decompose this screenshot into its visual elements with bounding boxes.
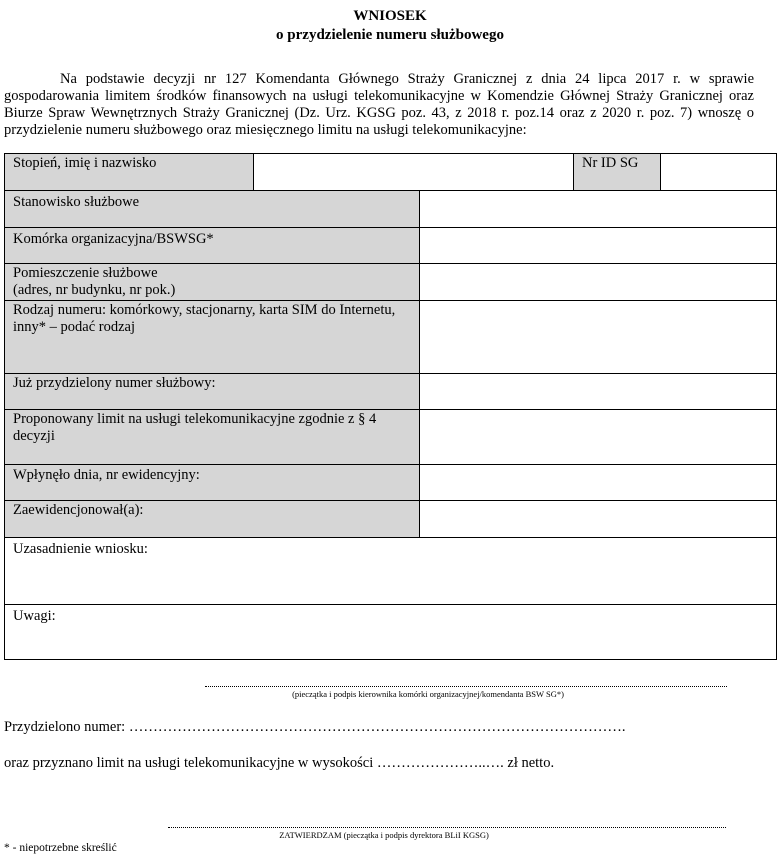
room-label — [5, 264, 420, 301]
room-label-line2: (adres, nr budynku, nr pok.) — [13, 282, 176, 298]
name-field[interactable] — [254, 154, 574, 191]
room-label-line1: Pomieszczenie służbowe — [13, 265, 158, 281]
id-field[interactable] — [661, 154, 777, 191]
signature-line-unit-head — [205, 686, 727, 687]
limit-granted-line: oraz przyznano limit na usługi telekomunikacyjne w wysokości …………………..…. zł netto. — [4, 755, 555, 771]
footnote: * - niepotrzebne skreślić — [4, 842, 117, 854]
document-title: WNIOSEK — [353, 8, 427, 24]
unit-label: Komórka organizacyjna/BSWSG* — [5, 228, 420, 264]
unit-field[interactable] — [420, 228, 777, 264]
room-field[interactable] — [420, 264, 777, 301]
signature-caption-unit-head: (pieczątka i podpis kierownika komórki organizacyjnej/komendanta BSW SG*) — [292, 689, 564, 699]
justification-label: Uzasadnienie wniosku: — [13, 541, 148, 557]
remarks-label: Uwagi: — [13, 608, 56, 624]
signature-line-director — [168, 827, 726, 828]
intro-paragraph: Na podstawie decyzji nr 127 Komendanta Głównego Straży Granicznej z dnia 24 lipca 2017 r. w sprawie gospodarowania limitem środków finansowych na usługi telekomunikacyjne w Komendzie Głównej Straży Granicznej oraz Biurze Spraw Wewnętrznych Straży Granicznej (Dz. Urz. KGSG poz. 43, z 2018 r. poz.14 oraz z 2020 r. poz. 7) wnoszę o przydzielenie numeru służbowego oraz miesięcznego limitu na usługi telekomunikacyjne: — [4, 71, 754, 138]
remarks-field[interactable] — [5, 605, 777, 660]
signature-caption-director: ZATWIERDZAM (pieczątka i podpis dyrektora BLiI KGSG) — [279, 830, 489, 840]
received-label: Wpłynęło dnia, nr ewidencyjny: — [5, 465, 420, 501]
assigned-number-field[interactable] — [420, 374, 777, 410]
received-field[interactable] — [420, 465, 777, 501]
number-type-field[interactable] — [420, 301, 777, 374]
limit-label: Proponowany limit na usługi telekomunikacyjne zgodnie z § 4 decyzji — [5, 410, 420, 465]
request-form-table — [4, 153, 777, 660]
document-subtitle: o przydzielenie numeru służbowego — [276, 27, 504, 43]
assigned-number-label: Już przydzielony numer służbowy: — [5, 374, 420, 410]
id-label: Nr ID SG — [574, 154, 661, 191]
name-label: Stopień, imię i nazwisko — [5, 154, 254, 191]
number-type-label: Rodzaj numeru: komórkowy, stacjonarny, karta SIM do Internetu, inny* – podać rodzaj — [5, 301, 420, 374]
registered-field[interactable] — [420, 501, 777, 538]
limit-field[interactable] — [420, 410, 777, 465]
position-label: Stanowisko służbowe — [5, 191, 420, 228]
registered-label: Zaewidencjonował(a): — [5, 501, 420, 538]
justification-field[interactable] — [5, 538, 777, 605]
assigned-number-line: Przydzielono numer: …………………………………………………………………………………………. — [4, 719, 626, 735]
position-field[interactable] — [420, 191, 777, 228]
